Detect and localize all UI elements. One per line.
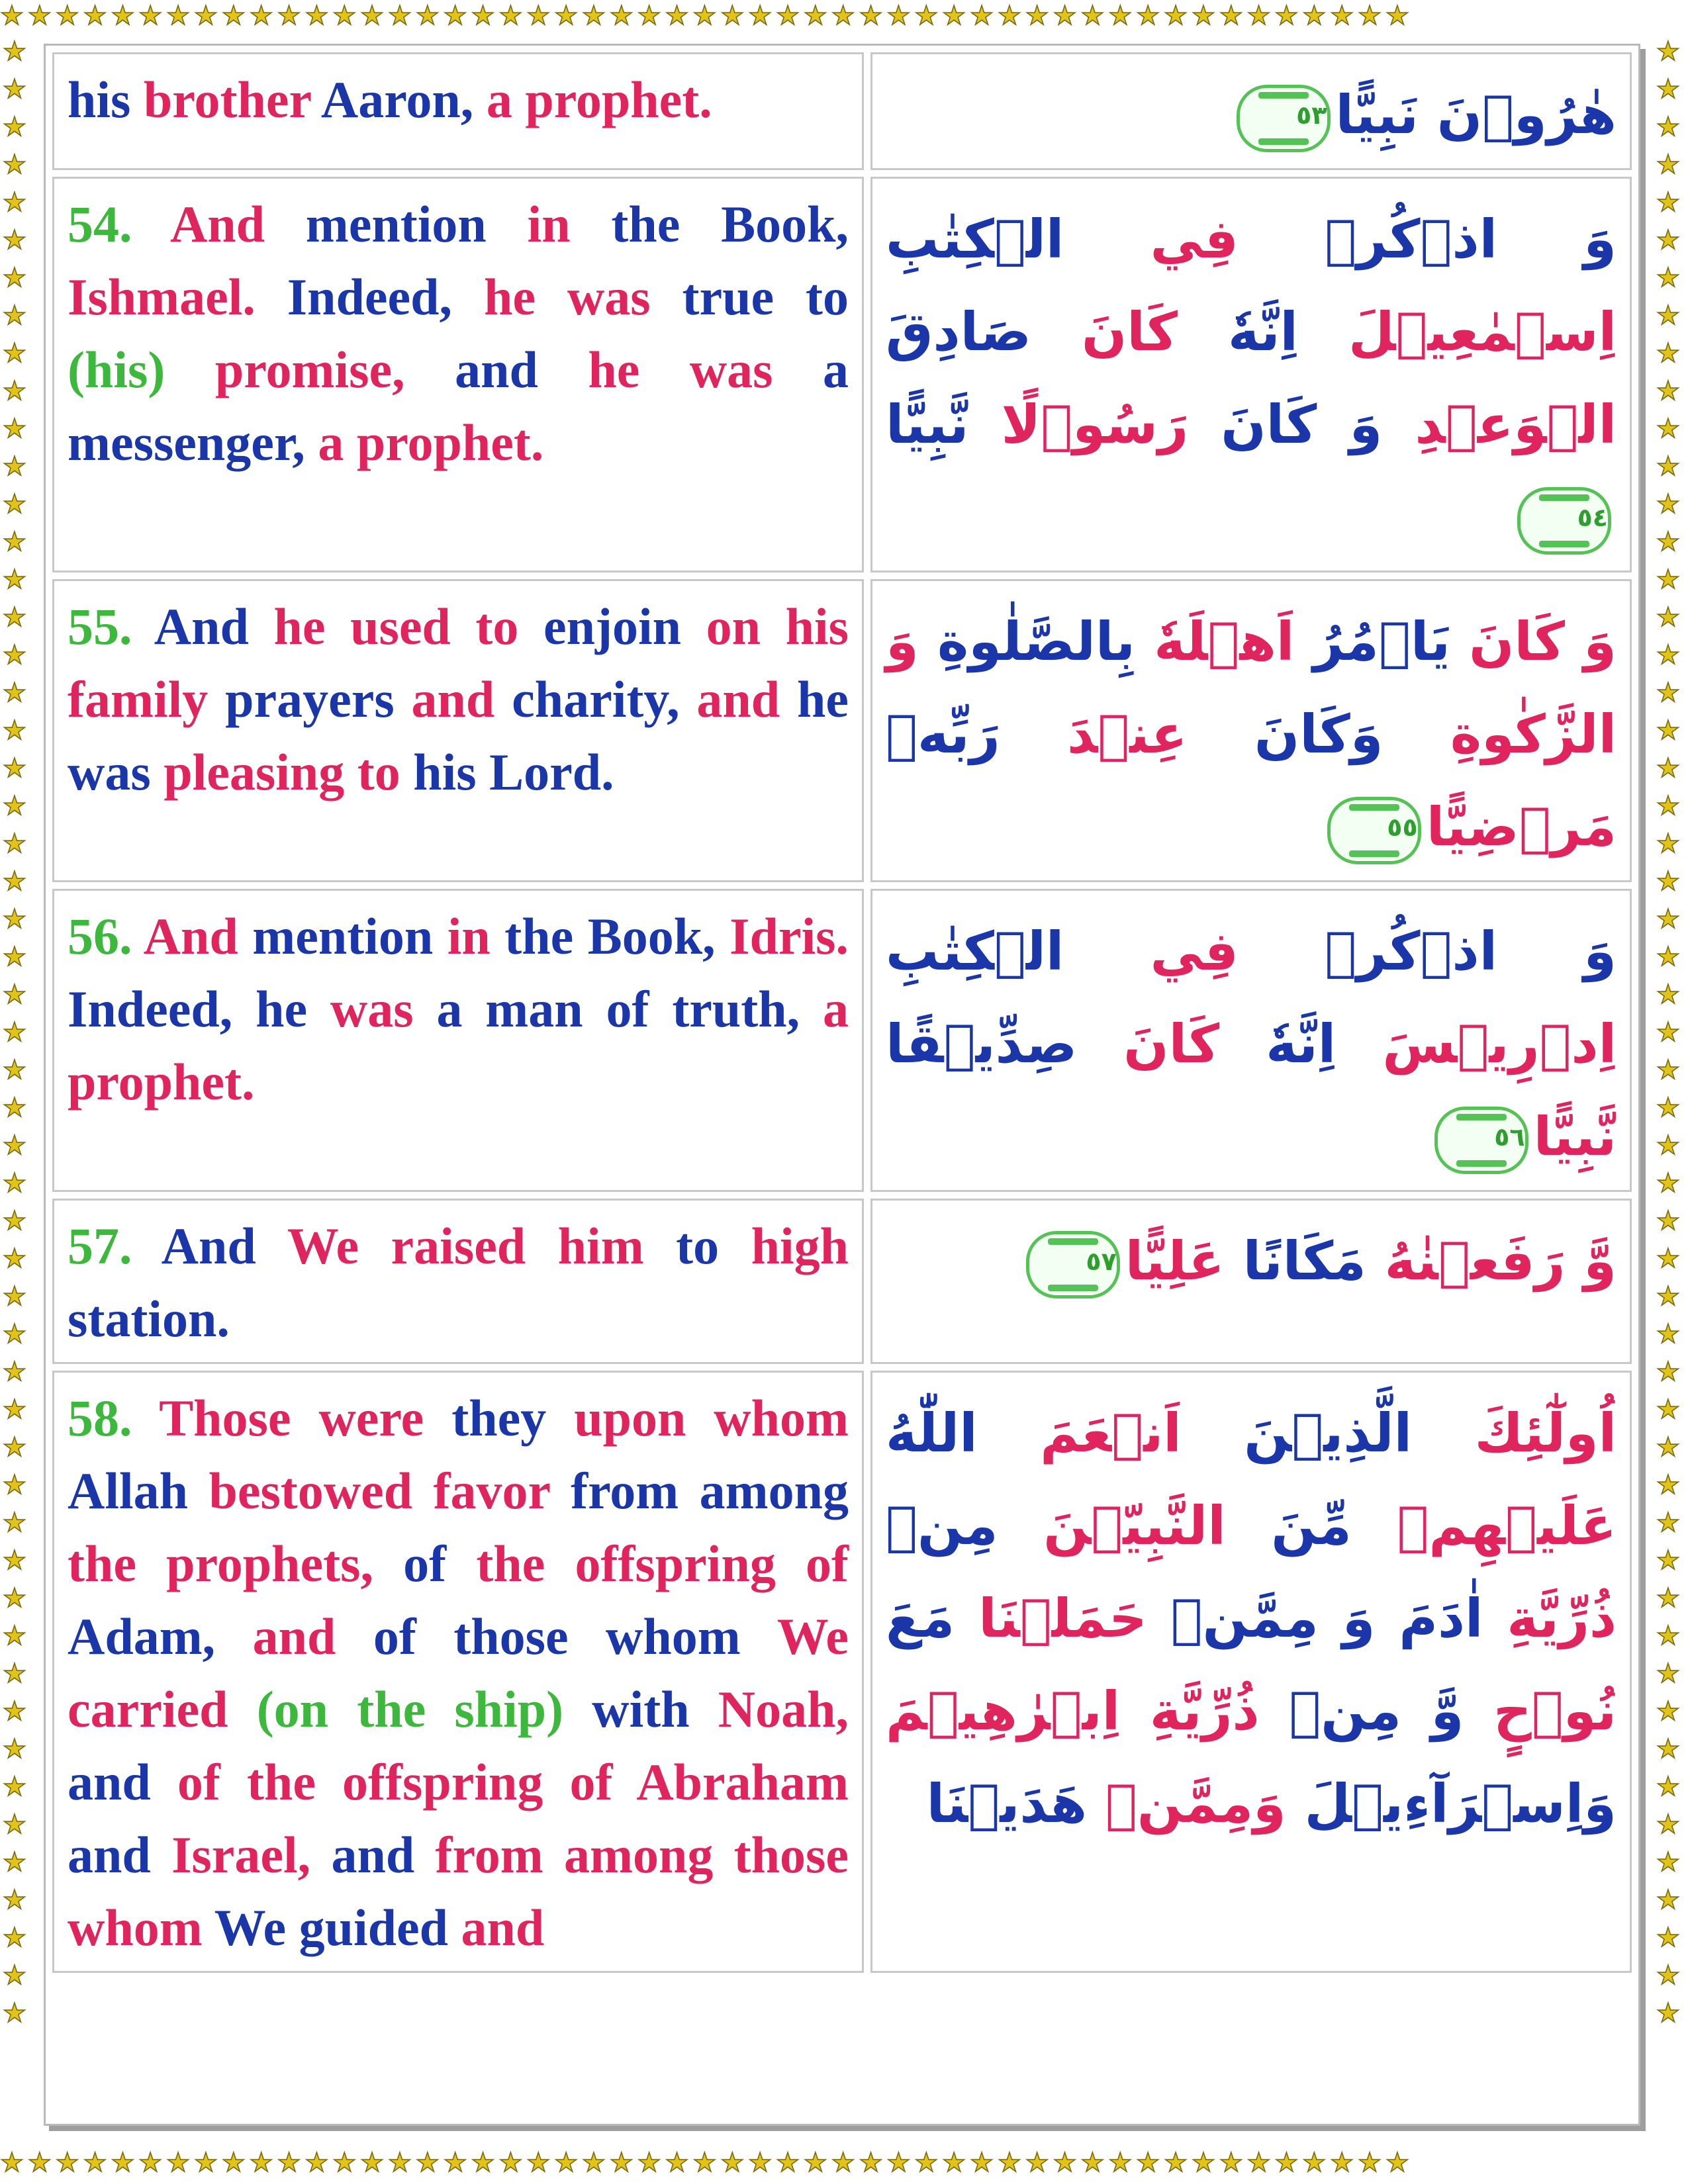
english-segment: with: [592, 1680, 718, 1738]
english-segment: of truth,: [606, 980, 823, 1038]
english-segment: mention: [252, 907, 447, 965]
english-segment: high: [751, 1217, 849, 1275]
english-segment: his: [68, 71, 144, 128]
english-segment: in: [527, 195, 612, 253]
english-segment: Those were: [132, 1389, 452, 1447]
arabic-segment: وَ مِمَّنۡ: [1147, 1588, 1376, 1649]
english-segment: Ishmael.: [68, 268, 287, 326]
arabic-segment: مَعَ: [886, 1588, 955, 1649]
verse-row: [52, 889, 1632, 1192]
english-segment: he was: [483, 268, 682, 326]
english-segment: (on the ship): [256, 1680, 592, 1738]
english-segment: a prophet.: [318, 414, 544, 471]
english-segment: and: [68, 1826, 172, 1884]
arabic-segment: وَ كَانَ: [1450, 611, 1617, 672]
english-segment: prayers: [225, 670, 412, 728]
star-border-right: ★★★★★★★★★★★★★★★★★★★★★★★★★★★★★★★★★★★★★★★★★★★★★★★★★★★★★: [1656, 36, 1680, 2028]
arabic-segment: اِدۡرِيۡسَ: [1336, 1013, 1617, 1075]
arabic-segment: وَمِمَّنۡ: [1087, 1773, 1286, 1835]
english-cell: [52, 177, 864, 572]
english-segment: from among: [435, 1826, 734, 1884]
arabic-segment: اِنَّهٗ: [1177, 301, 1298, 363]
verse-row: [52, 1371, 1632, 1973]
arabic-text: [886, 64, 1617, 161]
english-segment: 55.: [68, 598, 132, 655]
star-border-bottom: ★★★★★★★★★★★★★★★★★★★★★★★★★★★★★★★★★★★★★★★★★★★★★★★★★★★: [0, 2150, 1413, 2178]
english-segment: and: [411, 670, 512, 728]
verse-number-icon: ٥٦: [1434, 1107, 1528, 1174]
english-cell: [52, 52, 864, 170]
english-segment: the Book,: [504, 907, 730, 965]
arabic-segment: هٰرُوۡنَ نَبِيًّا: [1335, 84, 1617, 146]
arabic-segment: نَّبِيًّا: [886, 394, 969, 455]
english-segment: a man: [436, 980, 606, 1038]
arabic-text: [886, 900, 1617, 1183]
arabic-segment: وَ اذۡكُرۡ: [1238, 921, 1617, 982]
english-segment: We raised him: [287, 1217, 677, 1275]
english-segment: the Book,: [611, 195, 849, 253]
english-segment: Idris.: [729, 907, 849, 965]
arabic-segment: مِّنَ: [1225, 1495, 1352, 1557]
english-segment: a prophet.: [68, 980, 849, 1111]
english-segment: upon whom: [574, 1389, 849, 1447]
english-segment: charity,: [512, 670, 697, 728]
english-text: [68, 188, 849, 479]
arabic-segment: فِي: [1064, 921, 1239, 982]
english-segment: 56.: [68, 907, 132, 965]
arabic-segment: اٰدَمَ: [1375, 1588, 1483, 1649]
english-segment: of those whom: [373, 1608, 777, 1665]
verse-row: [52, 52, 1632, 170]
english-segment: the prophets,: [68, 1535, 404, 1592]
english-text: [68, 1382, 849, 1964]
star-border-left: ★★★★★★★★★★★★★★★★★★★★★★★★★★★★★★★★★★★★★★★★★★★★★★★★★★★★★: [3, 36, 26, 2028]
verse-number-icon: ٥٤: [1517, 487, 1611, 555]
arabic-segment: رَسُوۡلًا: [968, 394, 1189, 455]
english-segment: 58.: [68, 1389, 132, 1447]
arabic-segment: بِالصَّلٰوةِ: [918, 611, 1135, 672]
english-segment: the offspring of: [476, 1535, 849, 1592]
page-frame: [44, 44, 1640, 2126]
english-cell: [52, 579, 864, 882]
verse-row: [52, 579, 1632, 882]
english-segment: true to: [682, 268, 849, 326]
english-segment: Allah: [68, 1462, 209, 1520]
english-segment: he was: [588, 341, 823, 398]
english-segment: Aaron,: [320, 71, 487, 128]
english-cell: [52, 1199, 864, 1364]
english-segment: We carried: [68, 1608, 849, 1738]
english-segment: of: [403, 1535, 477, 1592]
english-segment: Adam,: [68, 1608, 253, 1665]
arabic-segment: هَدَيۡنَا: [926, 1773, 1088, 1835]
verse-number-icon: ٥٧: [1026, 1231, 1120, 1298]
arabic-segment: مِنۡ: [886, 1495, 998, 1557]
english-segment: promise,: [214, 341, 455, 398]
arabic-segment: كَانَ: [1077, 1013, 1220, 1075]
english-segment: enjoin: [543, 598, 706, 655]
verse-number-icon: ٥٥: [1327, 797, 1421, 864]
arabic-segment: اَهۡلَهٗ: [1135, 611, 1295, 672]
arabic-segment: صَادِقَ: [886, 301, 1031, 363]
arabic-segment: اِسۡمٰعِيۡلَ: [1297, 301, 1617, 363]
english-text: [68, 1210, 849, 1355]
english-segment: a messenger,: [68, 341, 849, 471]
arabic-segment: نُوۡحٍ: [1464, 1680, 1617, 1742]
english-segment: and: [252, 1608, 373, 1665]
english-segment: bestowed favor: [209, 1462, 571, 1520]
english-segment: brother: [143, 71, 321, 128]
english-segment: he was: [68, 670, 849, 801]
english-cell: [52, 1371, 864, 1973]
arabic-segment: اِبۡرٰهِيۡمَ: [886, 1680, 1121, 1742]
arabic-segment: اُولٰٓئِكَ: [1412, 1402, 1617, 1464]
arabic-segment: صِدِّيۡقًا: [886, 1013, 1078, 1075]
verse-table: [46, 46, 1638, 1979]
english-segment: and: [68, 1753, 177, 1811]
arabic-segment: عِنۡدَ: [1000, 704, 1188, 765]
arabic-text: [886, 1210, 1617, 1308]
verse-number-icon: ٥٣: [1237, 85, 1331, 152]
english-segment: And: [132, 907, 253, 965]
arabic-cell: [870, 177, 1632, 572]
arabic-segment: مَرۡضِيًّا: [1426, 796, 1617, 858]
arabic-segment: اَنۡعَمَ: [977, 1402, 1182, 1464]
arabic-cell: [870, 1199, 1632, 1364]
english-segment: And: [132, 195, 306, 253]
arabic-segment: الَّذِيۡنَ: [1181, 1402, 1413, 1464]
english-segment: Indeed,: [287, 268, 484, 326]
arabic-segment: وَّ مِنۡ: [1259, 1680, 1464, 1742]
english-segment: in: [447, 907, 505, 965]
arabic-text: [886, 590, 1617, 874]
arabic-cell: [870, 889, 1632, 1192]
english-segment: and: [461, 1899, 545, 1956]
arabic-segment: وَاِسۡرَآءِيۡلَ: [1286, 1773, 1617, 1835]
arabic-segment: مَكَانًا: [1224, 1230, 1366, 1292]
english-segment: they: [451, 1389, 575, 1447]
english-segment: his Lord.: [413, 743, 614, 801]
arabic-segment: ذُرِّيَّةِ: [1483, 1588, 1617, 1649]
english-segment: a prophet.: [486, 71, 712, 128]
english-segment: on his family: [68, 598, 849, 728]
english-segment: and: [455, 341, 588, 398]
english-segment: station.: [68, 1290, 230, 1347]
english-segment: and: [696, 670, 798, 728]
arabic-segment: رَبِّهٖ: [886, 704, 1000, 765]
english-segment: 57.: [68, 1217, 132, 1275]
arabic-segment: عَلَيۡهِمۡ: [1351, 1495, 1617, 1557]
english-segment: Abraham: [636, 1753, 849, 1811]
english-segment: mention: [305, 195, 528, 253]
arabic-segment: الۡكِتٰبِ: [886, 921, 1064, 982]
english-segment: And: [132, 598, 274, 655]
english-segment: and: [331, 1826, 436, 1884]
english-segment: to: [676, 1217, 751, 1275]
arabic-segment: النَّبِيّٖنَ: [998, 1495, 1226, 1557]
english-segment: of the offspring of: [177, 1753, 637, 1811]
arabic-segment: حَمَلۡنَا: [955, 1588, 1147, 1649]
english-segment: those whom: [68, 1826, 849, 1956]
arabic-segment: ذُرِّيَّةِ: [1120, 1680, 1260, 1742]
arabic-segment: فِي: [1064, 208, 1239, 270]
english-segment: Indeed, he: [68, 980, 330, 1038]
arabic-segment: الۡكِتٰبِ: [886, 208, 1064, 270]
arabic-segment: اِنَّهٗ: [1219, 1013, 1336, 1075]
arabic-cell: [870, 52, 1632, 170]
verse-row: [52, 1199, 1632, 1364]
arabic-segment: وَ اذۡكُرۡ: [1238, 208, 1617, 270]
arabic-text: [886, 188, 1617, 564]
english-segment: (his): [68, 341, 215, 398]
verse-row: [52, 177, 1632, 572]
english-text: [68, 900, 849, 1118]
star-border-top: ★★★★★★★★★★★★★★★★★★★★★★★★★★★★★★★★★★★★★★★★★★★★★★★★★★★: [0, 3, 1413, 31]
arabic-segment: وَّ رَفَعۡنٰهُ: [1366, 1230, 1617, 1292]
arabic-segment: الۡوَعۡدِ: [1382, 394, 1617, 455]
arabic-segment: كَانَ: [1031, 301, 1178, 363]
english-segment: he used to: [273, 598, 543, 655]
arabic-cell: [870, 1371, 1632, 1973]
english-segment: Noah,: [718, 1680, 849, 1738]
arabic-segment: نَّبِيًّا: [1533, 1106, 1617, 1167]
arabic-cell: [870, 579, 1632, 882]
arabic-segment: وَ الزَّكٰوةِ: [886, 611, 1617, 765]
arabic-segment: وَ كَانَ: [1188, 394, 1383, 455]
english-segment: was: [330, 980, 437, 1038]
arabic-segment: يَاۡمُرُ: [1294, 611, 1450, 672]
english-segment: And: [132, 1217, 287, 1275]
english-segment: Israel,: [171, 1826, 332, 1884]
english-text: [68, 64, 849, 136]
arabic-text: [886, 1382, 1617, 1850]
arabic-segment: عَلِيًّا: [1125, 1230, 1225, 1292]
english-segment: 54.: [68, 195, 132, 253]
english-segment: pleasing to: [164, 743, 414, 801]
english-cell: [52, 889, 864, 1192]
english-segment: We guided: [214, 1899, 461, 1956]
english-segment: from among: [571, 1462, 849, 1520]
english-text: [68, 590, 849, 809]
arabic-segment: اللّٰهُ: [886, 1402, 978, 1464]
arabic-segment: وَكَانَ: [1187, 704, 1383, 765]
